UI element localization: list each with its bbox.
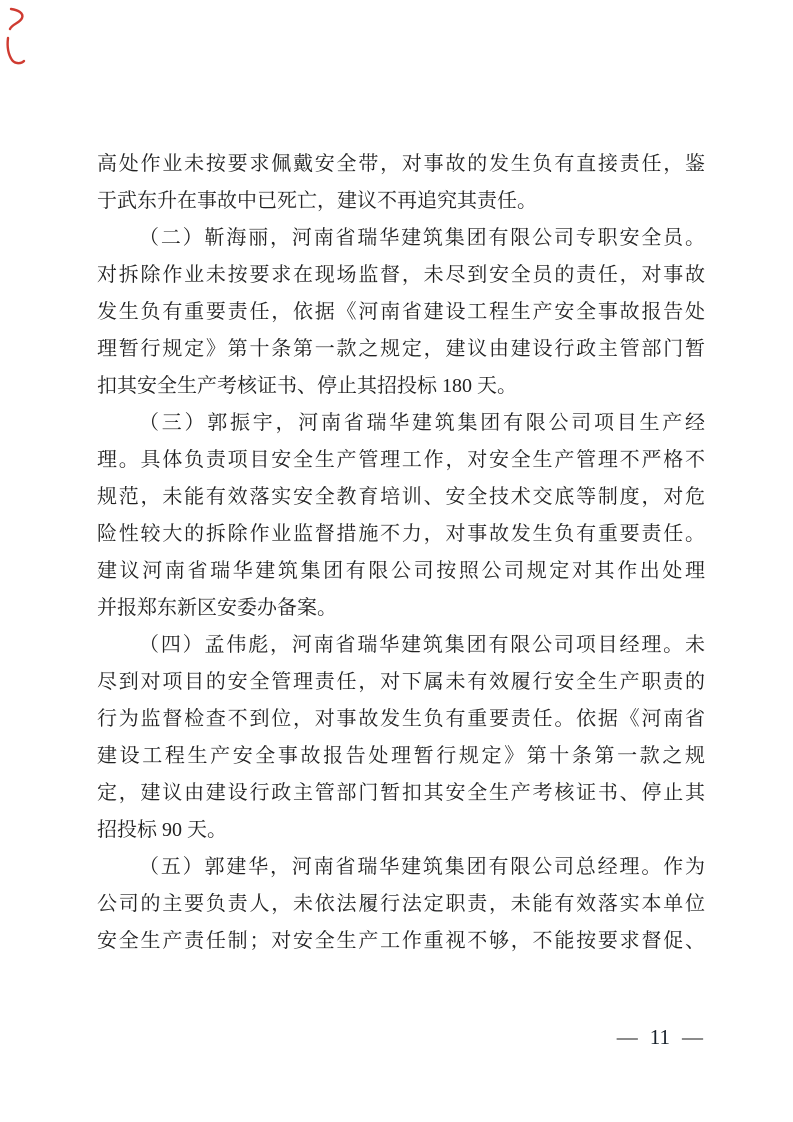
text-line: 行为监督检查不到位，对事故发生负有重要责任。依据《河南省	[97, 708, 705, 730]
document-body	[97, 146, 705, 960]
text-line: 公司的主要负责人，未依法履行法定职责，未能有效落实本单位	[97, 893, 705, 915]
text-line: 安全生产责任制；对安全生产工作重视不够，不能按要求督促、	[97, 930, 705, 952]
text-line: 尽到对项目的安全管理责任，对下属未有效履行安全生产职责的	[97, 671, 705, 693]
text-line: 并报郑东新区安委办备案。	[97, 597, 337, 619]
red-ink-marks-icon	[2, 4, 38, 70]
text-line: （四）孟伟彪，河南省瑞华建筑集团有限公司项目经理。未	[139, 634, 705, 656]
text-line: 建设工程生产安全事故报告处理暂行规定》第十条第一款之规	[97, 745, 705, 767]
text-line: 建议河南省瑞华建筑集团有限公司按照公司规定对其作出处理	[97, 560, 705, 582]
text-line: 高处作业未按要求佩戴安全带，对事故的发生负有直接责任，鉴	[97, 153, 705, 175]
text-line: 理暂行规定》第十条第一款之规定，建议由建设行政主管部门暂	[97, 338, 705, 360]
text-line: 规范，未能有效落实安全教育培训、安全技术交底等制度，对危	[97, 486, 705, 508]
page-number: 11	[649, 1025, 670, 1049]
text-line: 险性较大的拆除作业监督措施不力，对事故发生负有重要责任。	[97, 523, 705, 545]
text-line: （三）郭振宇，河南省瑞华建筑集团有限公司项目生产经	[139, 412, 705, 434]
text-line: 理。具体负责项目安全生产管理工作，对安全生产管理不严格不	[97, 449, 705, 471]
text-line: （二）靳海丽，河南省瑞华建筑集团有限公司专职安全员。	[139, 227, 705, 249]
footer-right-dash: —	[682, 1025, 703, 1049]
text-line: 招投标 90 天。	[97, 819, 227, 841]
text-line: 定，建议由建设行政主管部门暂扣其安全生产考核证书、停止其	[97, 782, 705, 804]
text-line: 对拆除作业未按要求在现场监督，未尽到安全员的责任，对事故	[97, 264, 705, 286]
text-line: 扣其安全生产考核证书、停止其招投标 180 天。	[97, 375, 517, 397]
text-line: 发生负有重要责任，依据《河南省建设工程生产安全事故报告处	[97, 301, 705, 323]
text-line: （五）郭建华，河南省瑞华建筑集团有限公司总经理。作为	[139, 856, 705, 878]
text-line: 于武东升在事故中已死亡，建议不再追究其责任。	[97, 190, 537, 212]
footer-left-dash: —	[616, 1025, 638, 1049]
page-footer	[0, 1024, 703, 1050]
